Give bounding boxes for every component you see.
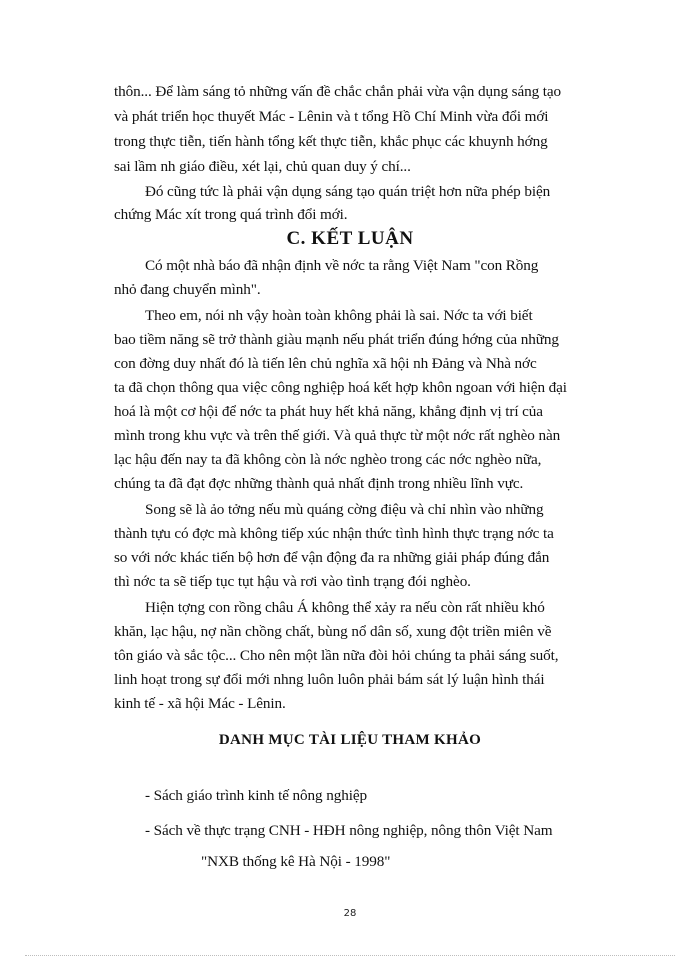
text-line: kinh tế - xã hội Mác - Lênin. — [114, 695, 286, 712]
text-line: khăn, lạc hậu, nợ nần chồng chất, bùng nổ dân số, xung đột triền miên về — [114, 623, 552, 640]
text-line: Có một nhà báo đã nhận định về nớc ta rằng Việt Nam "con Rồng — [145, 257, 539, 274]
text-line: chứng Mác xít trong quá trình đổi mới. — [114, 206, 348, 223]
text-line: sai lầm nh giáo điều, xét lại, chủ quan duy ý chí... — [114, 158, 411, 175]
section-heading-conclusion: C. KẾT LUẬN — [286, 228, 414, 249]
text-line: Đó cũng tức là phải vận dụng sáng tạo quán triệt hơn nữa phép biện — [145, 183, 551, 200]
section-heading-references: DANH MỤC TÀI LIỆU THAM KHẢO — [218, 732, 482, 748]
text-line: Theo em, nói nh vậy hoàn toàn không phải là sai. Nớc ta với biết — [145, 307, 533, 324]
text-line: nhỏ đang chuyển mình". — [114, 281, 261, 298]
text-line: thì nớc ta sẽ tiếp tục tụt hậu và rơi vào tình trạng đói nghèo. — [114, 573, 471, 590]
reference-publisher: "NXB thống kê Hà Nội - 1998" — [201, 853, 391, 870]
text-line: thành tựu có đợc mà không tiếp xúc nhận thức tình hình thực trạng nớc ta — [114, 525, 554, 542]
text-line: linh hoạt trong sự đổi mới nhng luôn luôn phải bám sát lý luận hình thái — [114, 671, 545, 688]
text-line: con đờng duy nhất đó là tiến lên chủ nghĩa xã hội nh Đảng và Nhà nớc — [114, 355, 537, 372]
text-line: mình trong khu vực và trên thế giới. Và quả thực từ một nớc rất nghèo nàn — [114, 427, 561, 444]
reference-item: - Sách về thực trạng CNH - HĐH nông nghiệp, nông thôn Việt Nam — [145, 822, 553, 839]
text-line: thôn... Để làm sáng tỏ những vấn đề chắc chắn phải vừa vận dụng sáng tạo — [114, 83, 562, 100]
reference-item: - Sách giáo trình kinh tế nông nghiệp — [145, 787, 367, 804]
text-line: bao tiềm năng sẽ trở thành giàu mạnh nếu phát triển đúng hớng của những — [114, 331, 559, 348]
page-number: 28 — [343, 908, 357, 919]
text-line: lạc hậu đến nay ta đã không còn là nớc nghèo trong các nớc nghèo nữa, — [114, 451, 542, 468]
text-line: tôn giáo và sắc tộc... Cho nên một lần nữa đòi hỏi chúng ta phải sáng suốt, — [114, 647, 559, 664]
text-line: Song sẽ là ảo tởng nếu mù quáng cờng điệu và chỉ nhìn vào những — [145, 501, 544, 518]
text-line: Hiện tợng con rồng châu Á không thể xảy ra nếu còn rất nhiều khó — [145, 599, 545, 616]
text-line: hoá là một cơ hội để nớc ta phát huy hết khả năng, khẳng định vị trí của — [114, 403, 543, 420]
text-line: chúng ta đã đạt đợc những thành quả nhất định trong nhiều lĩnh vực. — [114, 475, 524, 492]
page-bottom-divider — [25, 955, 675, 956]
text-line: so với nớc khác tiến bộ hơn để vận động đa ra những giải pháp đúng đắn — [114, 549, 550, 566]
text-line: và phát triển học thuyết Mác - Lênin và t tổng Hồ Chí Minh vừa đổi mới — [114, 108, 549, 125]
text-line: trong thực tiễn, tiến hành tổng kết thực tiễn, khắc phục các khuynh hớng — [114, 133, 548, 150]
text-line: ta đã chọn thông qua việc công nghiệp hoá kết hợp khôn ngoan với hiện đại — [114, 379, 567, 396]
